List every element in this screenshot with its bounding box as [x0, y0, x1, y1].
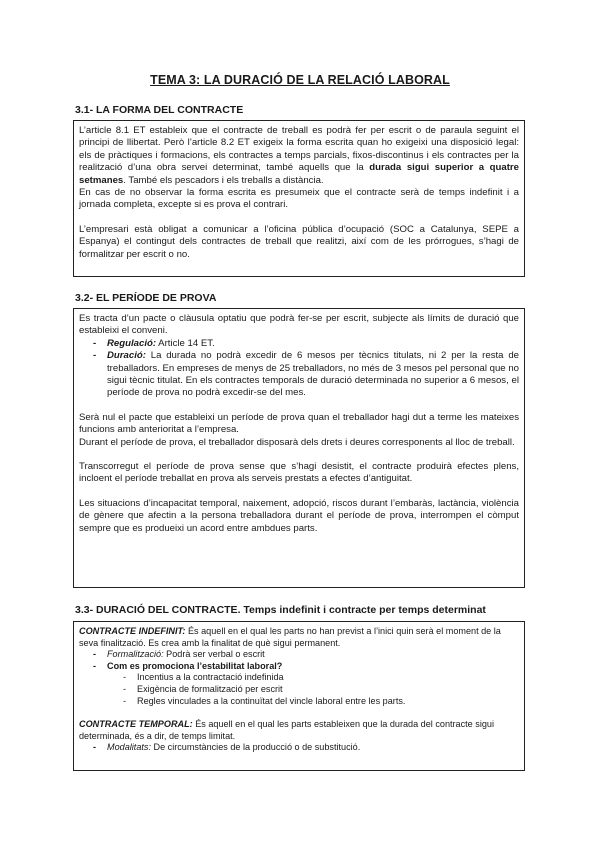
paragraph — [79, 125, 519, 187]
item-label: Modalitats: — [107, 742, 151, 753]
list-item — [93, 350, 519, 400]
item-label: Duració: — [107, 350, 146, 362]
paragraph: En cas de no observar la forma escrita es presumeix que el contracte serà de temps indefinit i a jornada completa, excepte si es prova el contrari. — [79, 187, 519, 211]
sub-list — [79, 672, 519, 707]
section-box-periode — [73, 308, 525, 588]
term-text: És aquell en el qual les parts estableixen que la durada del contracte sigui determinada, és a dir, de temps limitat. — [79, 719, 494, 741]
list-item: - Exigència de formalització per escrit — [123, 684, 519, 696]
list-item — [93, 338, 519, 350]
bold-text: durada sigui superior a quatre setmanes — [79, 162, 519, 186]
paragraph: Es tracta d’un pacte o clàusula optatiu que podrà fer-se per escrit, subjecte als límits de duració que estableixi el conveni. — [79, 313, 519, 337]
section-heading-forma: 3.1- LA FORMA DEL CONTRACTE — [75, 104, 244, 116]
text-run: . També els pescadors i els treballs a distància. — [123, 174, 324, 186]
section-heading-periode: 3.2- EL PERÍODE DE PROVA — [75, 292, 217, 304]
term-label: CONTRACTE TEMPORAL: — [79, 719, 193, 730]
section-box-forma — [73, 120, 525, 277]
item-label: Regulació: — [107, 337, 157, 349]
paragraph: Transcorregut el període de prova sense que s’hagi desistit, el contracte produirà efectes plens, incloent el període treballat en prova als serveis prestats a efectes d’antiguitat. — [79, 461, 519, 485]
term-text: És aquell en el qual les parts no han previst a l’inici quin serà el moment de la seva finalització. Es crea amb la finalitat de què sigui permanent. — [79, 626, 501, 648]
page-title: TEMA 3: LA DURACIÓ DE LA RELACIÓ LABORAL — [150, 73, 450, 87]
item-text: Podrà ser verbal o escrit — [163, 649, 265, 660]
list-item: - Com es promociona l’estabilitat laboral? — [93, 661, 519, 673]
item-text: La durada no podrà excedir de 6 mesos per tècnics titulats, ni 2 per la resta de treballadors. En empreses de menys de 25 treballadors, no més de 3 mesos pel personal que no sigui tècnic titulat. En els contractes temporals de duració determinada no superior a 6 mesos, el període de prova no podrà excedir-se del mes. — [107, 350, 519, 399]
bullet-list — [79, 742, 519, 754]
paragraph: Les situacions d’incapacitat temporal, naixement, adopció, riscos durant l’embaràs, lactància, violència de gènere que afectin a la persona treballadora durant el període de prova, interrompen el còmput sempre que es produeixi un acord entre ambdues parts. — [79, 497, 519, 534]
item-text: Article 14 ET. — [156, 337, 215, 349]
list-item — [93, 649, 519, 661]
paragraph — [79, 719, 519, 742]
text-run: L’article 8.1 ET estableix que el contracte de treball es podrà fer per escrit o de paraula seguint el principi de llibertat. Però l’article 8.2 ET exigeix la forma escrita quan ho exigeixi una disposició legal: els de pràctiques i formacions, els contractes a temps parcials, fixos-discontinus i els contractes per la realització d’una obra servei determinat, també aquells que la — [79, 125, 519, 174]
paragraph: Durant el període de prova, el treballador disposarà dels drets i deures corresponents al lloc de treball. — [79, 436, 515, 448]
bullet-list — [79, 338, 519, 400]
list-item: - Regles vinculades a la continuïtat del vincle laboral entre les parts. — [123, 696, 519, 708]
paragraph: Serà nul el pacte que estableixi un període de prova quan el treballador hagi dut a terme les mateixes funcions amb anterioritat a l’empresa. — [79, 411, 519, 436]
term-label: CONTRACTE INDEFINIT: — [79, 626, 186, 636]
list-item: - Incentius a la contractació indefinida — [123, 672, 519, 684]
section-box-duracio — [73, 621, 525, 771]
bullet-list — [79, 649, 519, 672]
item-label: Formalització: — [107, 649, 164, 660]
list-item — [93, 742, 519, 754]
paragraph — [79, 626, 519, 649]
item-text: De circumstàncies de la producció o de substitució. — [150, 742, 361, 753]
paragraph: L’empresari està obligat a comunicar a l’oficina pública d’ocupació (SOC a Catalunya, SEPE a Espanya) el contingut dels contractes de treball que realitzi, així com de les prórrogues, s’hagi de formalitzar per escrit o no. — [79, 223, 519, 260]
section-heading-duracio: 3.3- DURACIÓ DEL CONTRACTE. Temps indefinit i contracte per temps determinat — [75, 604, 486, 616]
